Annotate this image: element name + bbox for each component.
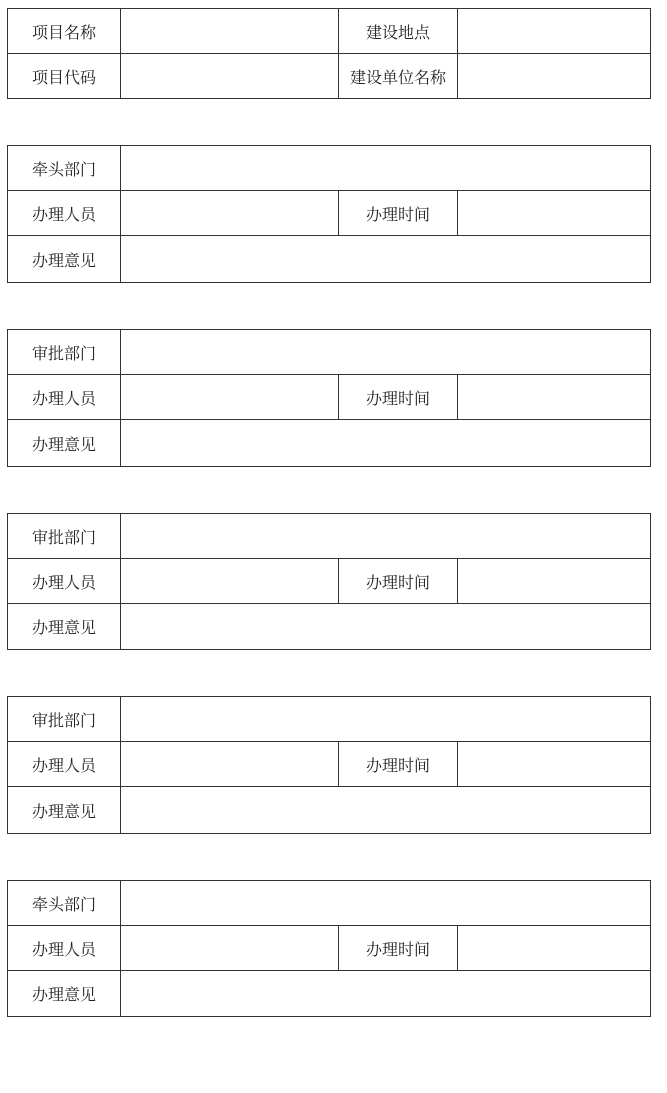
dept-label: 牵头部门 [8, 146, 121, 191]
table-row [8, 191, 651, 236]
time-label: 办理时间 [339, 191, 458, 236]
table-row [8, 54, 651, 99]
time-field[interactable] [458, 191, 651, 236]
table-row [8, 330, 651, 375]
handler-field[interactable] [121, 926, 339, 971]
time-label: 办理时间 [339, 926, 458, 971]
dept-field[interactable] [121, 697, 651, 742]
handler-label: 办理人员 [8, 191, 121, 236]
dept-label: 牵头部门 [8, 881, 121, 926]
table-row [8, 559, 651, 604]
opinion-label: 办理意见 [8, 971, 121, 1017]
time-label: 办理时间 [339, 559, 458, 604]
dept-label: 审批部门 [8, 330, 121, 375]
project-code-label: 项目代码 [8, 54, 121, 99]
approval-section-2 [7, 329, 651, 467]
time-label: 办理时间 [339, 375, 458, 420]
dept-label: 审批部门 [8, 697, 121, 742]
table-row [8, 697, 651, 742]
handler-field[interactable] [121, 559, 339, 604]
time-field[interactable] [458, 742, 651, 787]
opinion-field[interactable] [121, 420, 651, 467]
handler-label: 办理人员 [8, 742, 121, 787]
dept-field[interactable] [121, 881, 651, 926]
approval-section-5 [7, 880, 651, 1017]
table-row [8, 971, 651, 1017]
table-row [8, 236, 651, 283]
handler-field[interactable] [121, 742, 339, 787]
table-row [8, 881, 651, 926]
handler-label: 办理人员 [8, 559, 121, 604]
time-label: 办理时间 [339, 742, 458, 787]
unit-name-label: 建设单位名称 [339, 54, 458, 99]
location-field[interactable] [458, 9, 651, 54]
project-code-field[interactable] [121, 54, 339, 99]
approval-form-page [7, 8, 650, 1017]
opinion-field[interactable] [121, 971, 651, 1017]
handler-label: 办理人员 [8, 926, 121, 971]
project-info-table [7, 8, 651, 99]
table-row [8, 926, 651, 971]
dept-label: 审批部门 [8, 514, 121, 559]
handler-label: 办理人员 [8, 375, 121, 420]
handler-field[interactable] [121, 191, 339, 236]
project-name-label: 项目名称 [8, 9, 121, 54]
opinion-field[interactable] [121, 236, 651, 283]
time-field[interactable] [458, 559, 651, 604]
unit-name-field[interactable] [458, 54, 651, 99]
time-field[interactable] [458, 926, 651, 971]
dept-field[interactable] [121, 146, 651, 191]
table-row [8, 146, 651, 191]
table-row [8, 9, 651, 54]
table-row [8, 787, 651, 834]
opinion-label: 办理意见 [8, 787, 121, 834]
opinion-field[interactable] [121, 787, 651, 834]
handler-field[interactable] [121, 375, 339, 420]
location-label: 建设地点 [339, 9, 458, 54]
table-row [8, 604, 651, 650]
dept-field[interactable] [121, 514, 651, 559]
opinion-label: 办理意见 [8, 236, 121, 283]
table-row [8, 742, 651, 787]
opinion-label: 办理意见 [8, 420, 121, 467]
project-name-field[interactable] [121, 9, 339, 54]
opinion-label: 办理意见 [8, 604, 121, 650]
approval-section-4 [7, 696, 651, 834]
approval-section-1 [7, 145, 651, 283]
table-row [8, 375, 651, 420]
approval-section-3 [7, 513, 651, 650]
time-field[interactable] [458, 375, 651, 420]
table-row [8, 420, 651, 467]
opinion-field[interactable] [121, 604, 651, 650]
table-row [8, 514, 651, 559]
dept-field[interactable] [121, 330, 651, 375]
